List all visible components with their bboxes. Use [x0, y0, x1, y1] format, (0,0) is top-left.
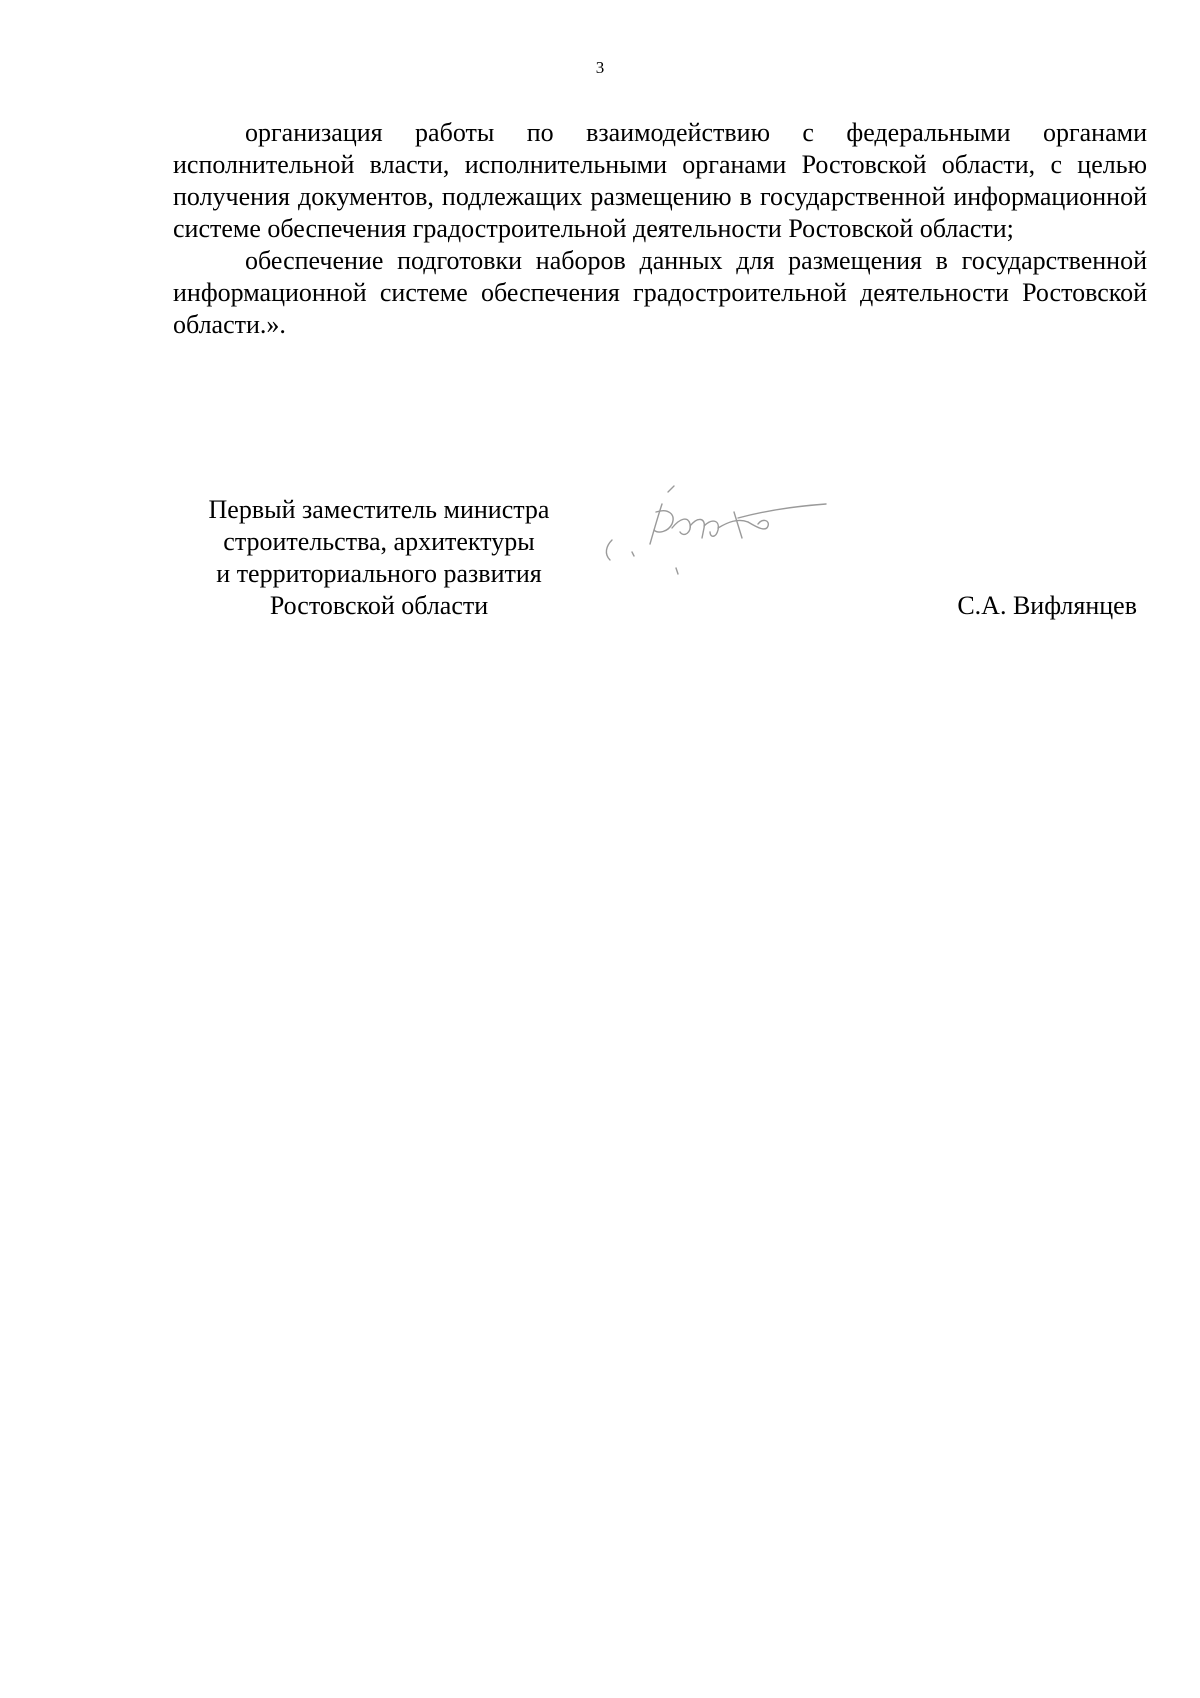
- paragraph-gis-documents: организация работы по взаимодействию с федеральными органами исполнительной власти, исполнительными органами Ростовской области, с целью получения документов, подлежащих размещению в государственной информационной системе обеспечения градостроительной деятельности Ростовской области;: [173, 118, 1147, 243]
- body-text: [173, 117, 1147, 341]
- signer-position-line: и территориального развития: [216, 559, 542, 588]
- page-number: 3: [595, 58, 605, 77]
- signature-block: [173, 494, 1147, 634]
- signer-name: С.А. Вифлянцев: [957, 591, 1137, 620]
- signer-position: [173, 494, 585, 622]
- signer-position-line: Первый заместитель министра: [208, 495, 550, 524]
- signer-position-line: строительства, архитектуры: [223, 527, 535, 556]
- paragraph-datasets: обеспечение подготовки наборов данных для размещения в государственной информационной системе обеспечения градостроительной деятельности Ростовской области.».: [173, 246, 1147, 339]
- signer-position-line: Ростовской области: [269, 591, 489, 620]
